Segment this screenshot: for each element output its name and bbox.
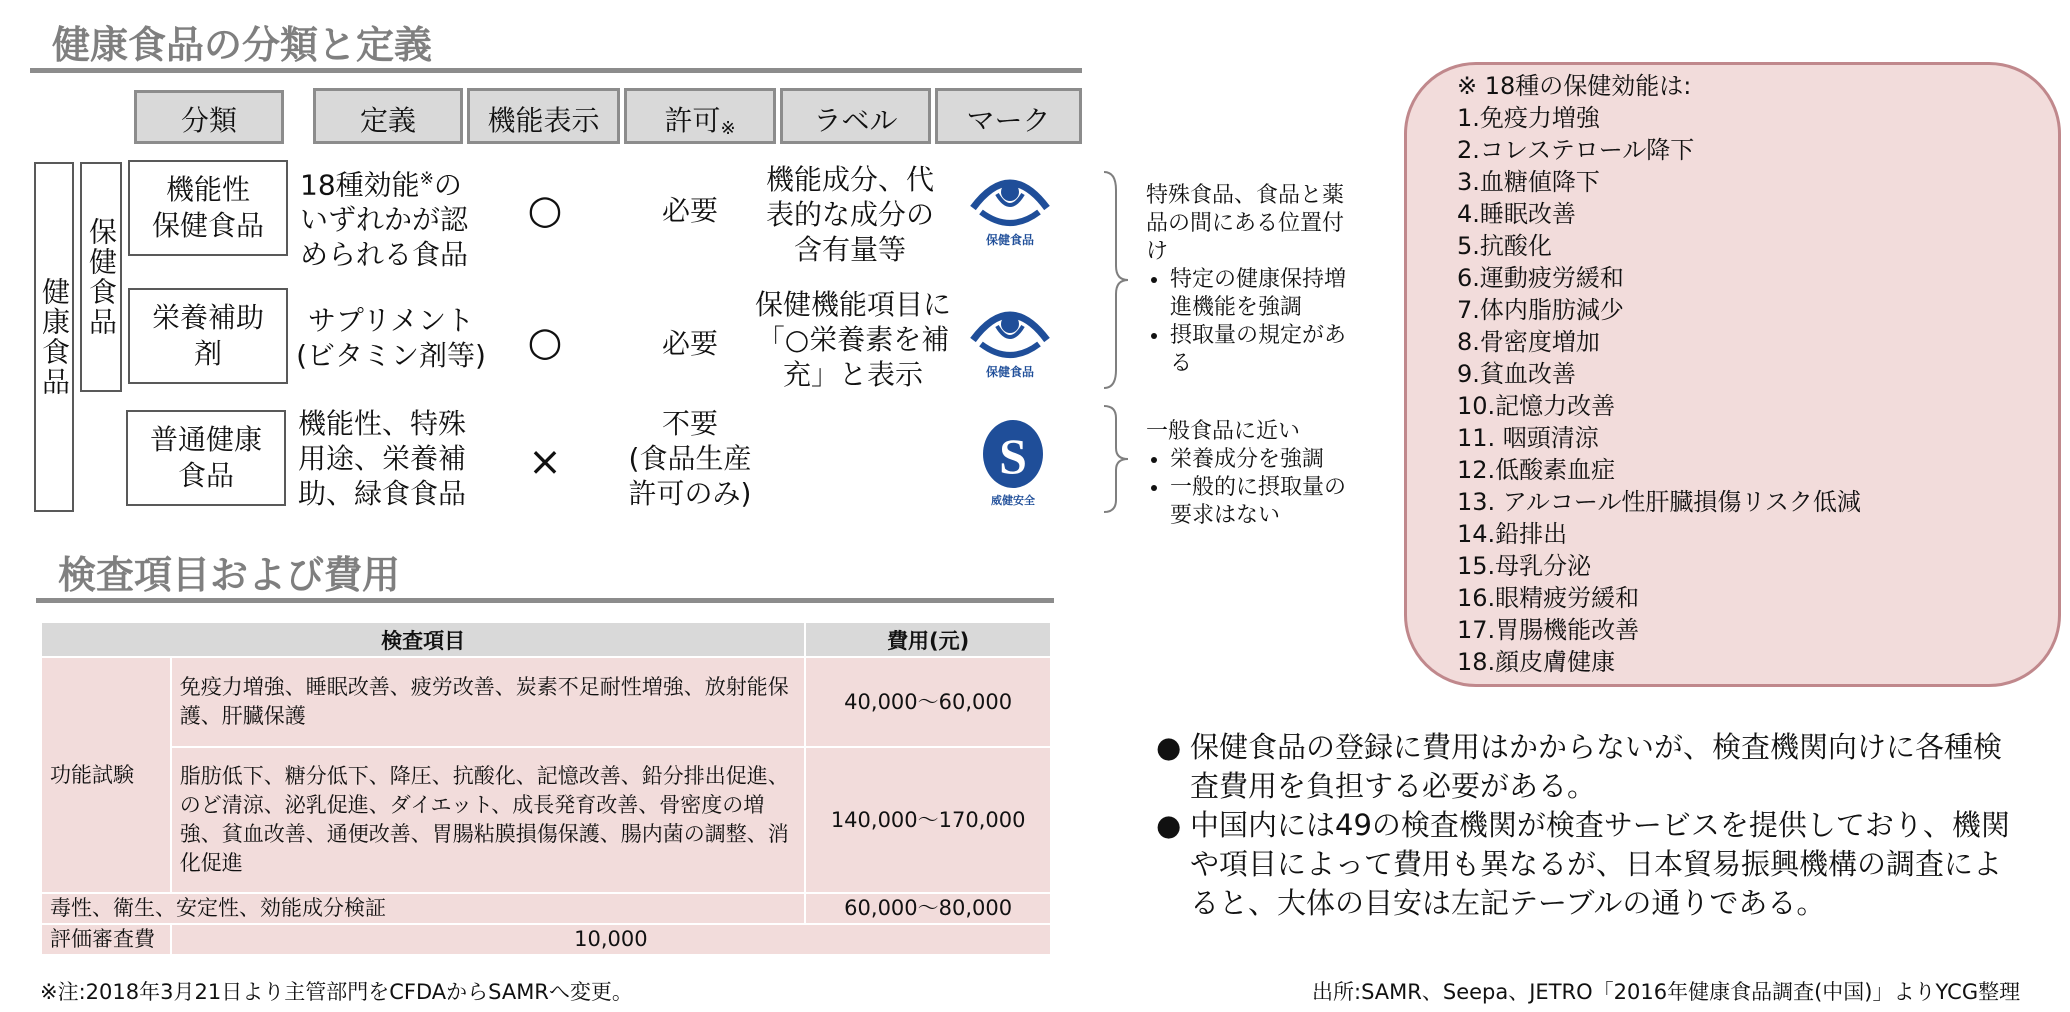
row3-function-claim: × bbox=[528, 438, 562, 485]
hoken-mark-icon bbox=[965, 300, 1055, 380]
effect-item: 8.骨密度増加 bbox=[1457, 328, 1600, 356]
table-header-row bbox=[41, 622, 1051, 657]
table-row bbox=[41, 924, 1051, 955]
row2-definition: サプリメント (ビタミン剤等) bbox=[296, 304, 486, 372]
footnote: ※注:2018年3月21日より主管部門をCFDAからSAMRへ変更。 bbox=[40, 980, 633, 1004]
svg-text:保健食品: 保健食品 bbox=[985, 365, 1035, 379]
source-note: 出所:SAMR、Seepa、JETRO「2016年健康食品調査(中国)」よりYCG整理 bbox=[1312, 980, 2021, 1004]
svg-text:保健食品: 保健食品 bbox=[985, 233, 1035, 247]
row2-label: 保健機能項目に 「○栄養素を補 充」と表示 bbox=[754, 287, 951, 391]
effect-item: 5.抗酸化 bbox=[1457, 232, 1552, 260]
effect-item: 13. アルコール性肝臓損傷リスク低減 bbox=[1457, 488, 1861, 516]
costs-title: 検査項目および費用 bbox=[58, 553, 401, 597]
header-permit: 許可 $_※$ bbox=[624, 88, 776, 144]
note-general-food bbox=[1146, 418, 1356, 530]
functional-items: 脂肪低下、糖分低下、降圧、抗酸化、記憶改善、鉛分排出促進、のど清涼、泌乳促進、ダイエット、成長発育改善、骨密度の増強、貧血改善、通便改善、胃腸粘膜損傷保護、腸内菌の調整、消化促進 bbox=[171, 747, 806, 893]
effect-item: 11. 咽頭清涼 bbox=[1457, 424, 1599, 452]
header-definition: 定義 bbox=[313, 88, 463, 144]
hoken-mark-icon bbox=[965, 168, 1055, 248]
row-general-health-food: 普通健康 食品 bbox=[126, 410, 286, 506]
permit-note-mark: ※ bbox=[720, 118, 736, 139]
cost-table bbox=[40, 621, 1052, 956]
functional-items: 免疫力増強、睡眠改善、疲労改善、炭素不足耐性増強、放射能保護、肝臓保護 bbox=[171, 657, 806, 747]
header-mark: マーク bbox=[935, 88, 1082, 144]
bullet-item: ● 中国内には49の検査機関が検査サービスを提供しており、機関や項目によって費用も異なるが、日本貿易振興機構の調査によると、大体の目安は左記テーブルの通りである。 bbox=[1156, 806, 2026, 923]
effect-item: 7.体内脂肪減少 bbox=[1457, 296, 1624, 324]
row2-function-claim: ○ bbox=[527, 318, 563, 365]
note-general-food-intro: 一般食品に近い bbox=[1146, 419, 1301, 444]
effects-list bbox=[1457, 102, 2058, 678]
costs-title-rule bbox=[36, 598, 1054, 603]
row1-permit: 必要 bbox=[661, 193, 718, 227]
bullet-dot-icon: ● bbox=[1156, 808, 1182, 842]
effect-item: 15.母乳分泌 bbox=[1457, 552, 1592, 580]
effect-item: 14.鉛排出 bbox=[1457, 520, 1568, 548]
row1-definition-note: ※ bbox=[419, 169, 434, 189]
row1-function-claim: ○ bbox=[527, 186, 563, 233]
functional-test-label: 功能試験 bbox=[41, 657, 171, 893]
header-label: ラベル bbox=[780, 88, 931, 144]
effect-item: 4.睡眠改善 bbox=[1457, 200, 1576, 228]
note-health-food-point: • 摂取量の規定がある bbox=[1170, 322, 1356, 378]
effect-item: 10.記憶力改善 bbox=[1457, 392, 1616, 420]
effects-box bbox=[1404, 62, 2061, 687]
row1-definition: 18種効能※の いずれかが認 められる食品 bbox=[300, 168, 469, 272]
note-health-food-point: • 特定の健康保持増進機能を強調 bbox=[1170, 266, 1356, 322]
bullet-dot-icon: ● bbox=[1156, 730, 1182, 764]
effect-item: 3.血糖値降下 bbox=[1457, 168, 1600, 196]
functional-fee: 40,000～60,000 bbox=[805, 657, 1051, 747]
cost-bullets bbox=[1156, 728, 2026, 923]
effect-item: 16.眼精疲労緩和 bbox=[1457, 584, 1640, 612]
other-items: 評価審査費 bbox=[41, 924, 171, 955]
group-hoken-food: 保健食品 bbox=[80, 162, 122, 392]
header-category: 分類 bbox=[134, 90, 284, 144]
table-row bbox=[41, 747, 1051, 893]
note-general-food-point: • 一般的に摂取量の要求はない bbox=[1170, 474, 1356, 530]
header-test-item: 検査項目 bbox=[41, 622, 805, 657]
effect-item: 17.胃腸機能改善 bbox=[1457, 616, 1640, 644]
note-general-food-point: • 栄養成分を強調 bbox=[1170, 446, 1356, 474]
note-health-food-intro: 特殊食品、食品と薬品の間にある位置付け bbox=[1146, 183, 1345, 264]
other-items: 毒性、衛生、安定性、効能成分検証 bbox=[41, 893, 805, 924]
effects-title: ※ 18種の保健効能は: bbox=[1457, 72, 1692, 100]
group-health-food: 健康食品 bbox=[34, 162, 74, 512]
other-fee: 60,000～80,000 bbox=[805, 893, 1051, 924]
effect-item: 12.低酸素血症 bbox=[1457, 456, 1616, 484]
table-row bbox=[41, 893, 1051, 924]
effect-item: 9.貧血改善 bbox=[1457, 360, 1576, 388]
brace-general-food bbox=[1100, 404, 1130, 514]
effect-item: 6.運動疲労緩和 bbox=[1457, 264, 1624, 292]
functional-fee: 140,000～170,000 bbox=[805, 747, 1051, 893]
effect-item: 2.コレステロール降下 bbox=[1457, 136, 1695, 164]
row3-definition: 機能性、特殊 用途、栄養補 助、緑食食品 bbox=[298, 406, 467, 510]
header-function-claim: 機能表示 bbox=[467, 88, 620, 144]
safety-mark-icon bbox=[978, 418, 1048, 510]
row3-permit: 不要 (食品生産 許可のみ) bbox=[628, 406, 752, 510]
effect-item: 18.顔皮膚健康 bbox=[1457, 648, 1616, 676]
row-nutritional-supplement: 栄養補助 剤 bbox=[128, 288, 288, 384]
title-rule bbox=[30, 68, 1082, 73]
svg-text:S: S bbox=[999, 428, 1027, 484]
row1-label: 機能成分、代 表的な成分の 含有量等 bbox=[765, 162, 934, 266]
effect-item: 1.免疫力増強 bbox=[1457, 104, 1600, 132]
note-health-food bbox=[1146, 182, 1356, 378]
classification-title: 健康食品の分類と定義 bbox=[52, 23, 433, 67]
brace-health-food bbox=[1100, 170, 1130, 390]
row-functional-health-food: 機能性 保健食品 bbox=[128, 160, 288, 256]
table-row bbox=[41, 657, 1051, 747]
header-fee: 費用(元) bbox=[805, 622, 1051, 657]
other-fee: 10,000 bbox=[171, 924, 1051, 955]
row2-permit: 必要 bbox=[661, 326, 718, 360]
svg-text:威健安全: 威健安全 bbox=[991, 494, 1035, 507]
bullet-item: ● 保健食品の登録に費用はかからないが、検査機関向けに各種検査費用を負担する必要がある。 bbox=[1156, 728, 2026, 806]
